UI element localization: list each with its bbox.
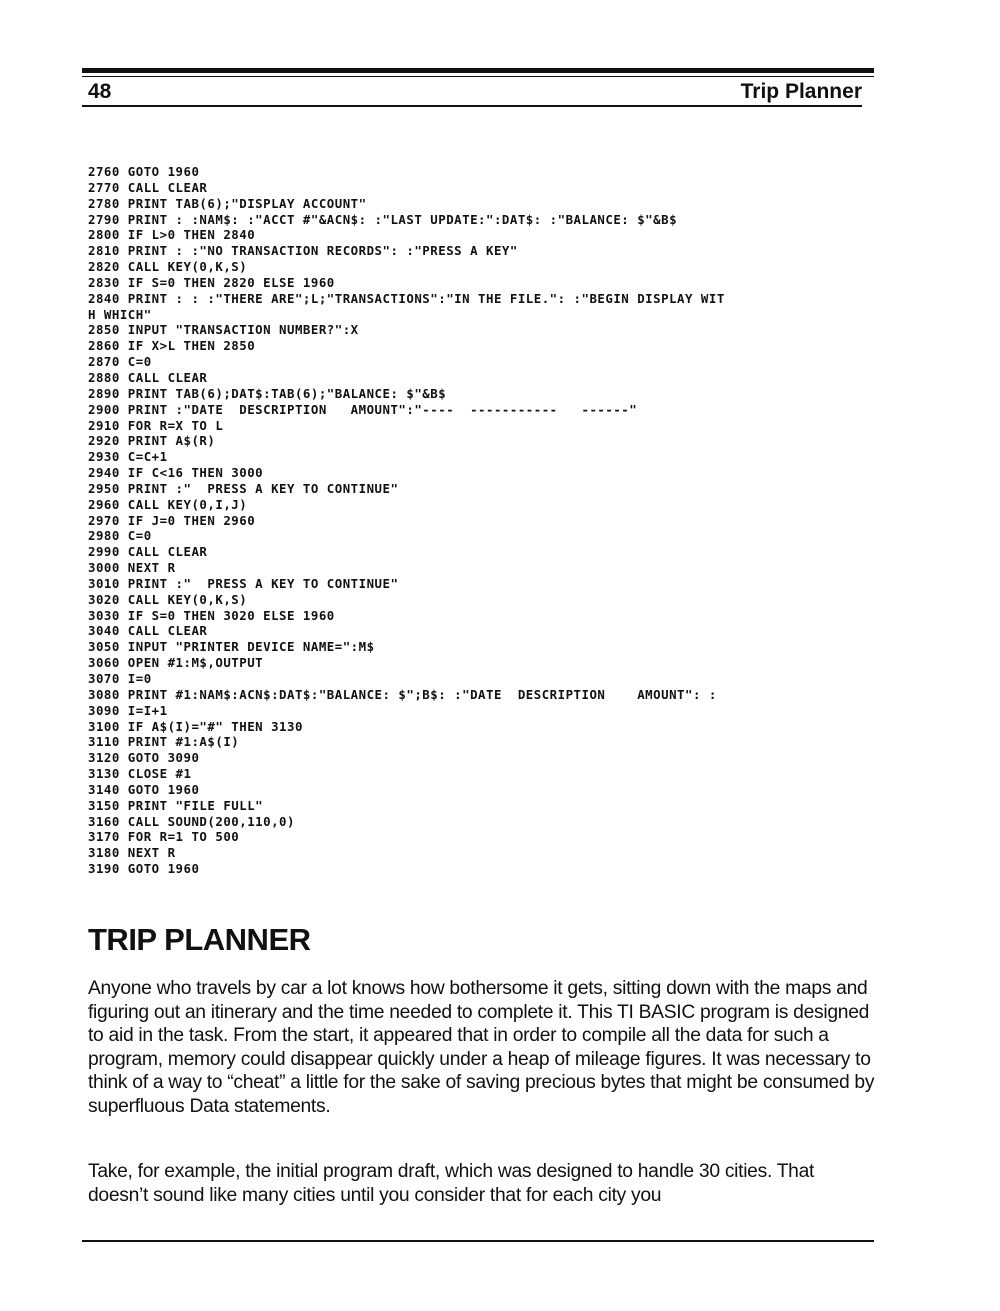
code-line: 3010 PRINT :" PRESS A KEY TO CONTINUE" xyxy=(88,575,399,591)
basic-code-listing xyxy=(88,164,868,877)
code-line: 2830 IF S=0 THEN 2820 ELSE 1960 xyxy=(88,274,335,290)
code-line: 3110 PRINT #1:A$(I) xyxy=(88,734,240,750)
code-line: 3140 GOTO 1960 xyxy=(88,781,200,797)
footer-rule xyxy=(82,1240,874,1242)
body-paragraph: Take, for example, the initial program draft, which was designed to handle 30 cities. That doesn’t sound like many cities until you consider that for each city you xyxy=(88,1161,815,1206)
code-line: 2990 CALL CLEAR xyxy=(88,544,208,560)
section-title: TRIP PLANNER xyxy=(88,922,311,957)
code-line: 3190 GOTO 1960 xyxy=(88,861,200,877)
code-line: 3130 CLOSE #1 xyxy=(88,766,192,782)
code-line: 3050 INPUT "PRINTER DEVICE NAME=":M$ xyxy=(88,639,375,655)
code-line: 2970 IF J=0 THEN 2960 xyxy=(88,512,256,528)
code-line: 3150 PRINT "FILE FULL" xyxy=(88,797,264,813)
running-header xyxy=(82,80,862,106)
code-line: 3160 CALL SOUND(200,110,0) xyxy=(88,813,295,829)
code-line: 2850 INPUT "TRANSACTION NUMBER?":X xyxy=(88,322,359,338)
code-line: 2950 PRINT :" PRESS A KEY TO CONTINUE" xyxy=(88,480,399,496)
code-line: 2910 FOR R=X TO L xyxy=(88,417,224,433)
code-line: 2900 PRINT :"DATE DESCRIPTION AMOUNT":"---- ----------- ------" xyxy=(88,401,638,417)
code-line: 3120 GOTO 3090 xyxy=(88,750,200,766)
code-line: 3170 FOR R=1 TO 500 xyxy=(88,829,240,845)
code-line: 2960 CALL KEY(0,I,J) xyxy=(88,496,248,512)
code-line: 3000 NEXT R xyxy=(88,560,176,576)
code-line: H WHICH" xyxy=(88,306,152,322)
body-paragraph: Anyone who travels by car a lot knows how bothersome it gets, sitting down with the maps and figuring out an itinerary and the time needed to complete it. This TI BASIC program is designed to aid in the task. From the start, it appeared that in order to compile all the data for such a program, memory could disappear quickly under a heap of mileage figures. It was necessary to think of a way to “cheat” a little for the sake of saving precious bytes that might be consumed by superfluous Data statements. xyxy=(88,978,875,1117)
code-line: 2860 IF X>L THEN 2850 xyxy=(88,338,256,354)
code-line: 2930 C=C+1 xyxy=(88,449,168,465)
code-line: 3080 PRINT #1:NAM$:ACN$:DAT$:"BALANCE: $";B$: :"DATE DESCRIPTION AMOUNT": : xyxy=(88,686,717,702)
code-line: 2790 PRINT : :NAM$: :"ACCT #"&ACN$: :"LAST UPDATE:":DAT$: :"BALANCE: $"&B$ xyxy=(88,211,678,227)
code-line: 2980 C=0 xyxy=(88,528,152,544)
code-line: 2880 CALL CLEAR xyxy=(88,369,208,385)
code-line: 2890 PRINT TAB(6);DAT$:TAB(6);"BALANCE: $"&B$ xyxy=(88,385,447,401)
code-line: 2770 CALL CLEAR xyxy=(88,179,208,195)
page-number: 48 xyxy=(88,80,112,103)
code-line: 3180 NEXT R xyxy=(88,845,176,861)
code-line: 3030 IF S=0 THEN 3020 ELSE 1960 xyxy=(88,607,335,623)
code-line: 3090 I=I+1 xyxy=(88,702,168,718)
code-line: 3100 IF A$(I)="#" THEN 3130 xyxy=(88,718,303,734)
code-line: 2760 GOTO 1960 xyxy=(88,164,200,179)
code-line: 2840 PRINT : : :"THERE ARE";L;"TRANSACTIONS":"IN THE FILE.": :"BEGIN DISPLAY WIT xyxy=(88,290,725,306)
code-line: 3020 CALL KEY(0,K,S) xyxy=(88,591,248,607)
code-line: 2920 PRINT A$(R) xyxy=(88,433,216,449)
code-line: 2870 C=0 xyxy=(88,354,152,370)
running-title: Trip Planner xyxy=(740,80,862,103)
header-underline xyxy=(82,105,862,107)
code-line: 2820 CALL KEY(0,K,S) xyxy=(88,259,248,275)
code-line: 3070 I=0 xyxy=(88,671,152,686)
code-line: 3060 OPEN #1:M$,OUTPUT xyxy=(88,655,264,671)
code-line: 2780 PRINT TAB(6);"DISPLAY ACCOUNT" xyxy=(88,195,367,211)
code-line: 3040 CALL CLEAR xyxy=(88,623,208,639)
header-rule-thick xyxy=(82,68,874,73)
header-rule-thin xyxy=(82,76,874,77)
code-line: 2810 PRINT : :"NO TRANSACTION RECORDS": :"PRESS A KEY" xyxy=(88,243,518,259)
code-line: 2940 IF C<16 THEN 3000 xyxy=(88,465,264,481)
code-line: 2800 IF L>0 THEN 2840 xyxy=(88,227,256,243)
